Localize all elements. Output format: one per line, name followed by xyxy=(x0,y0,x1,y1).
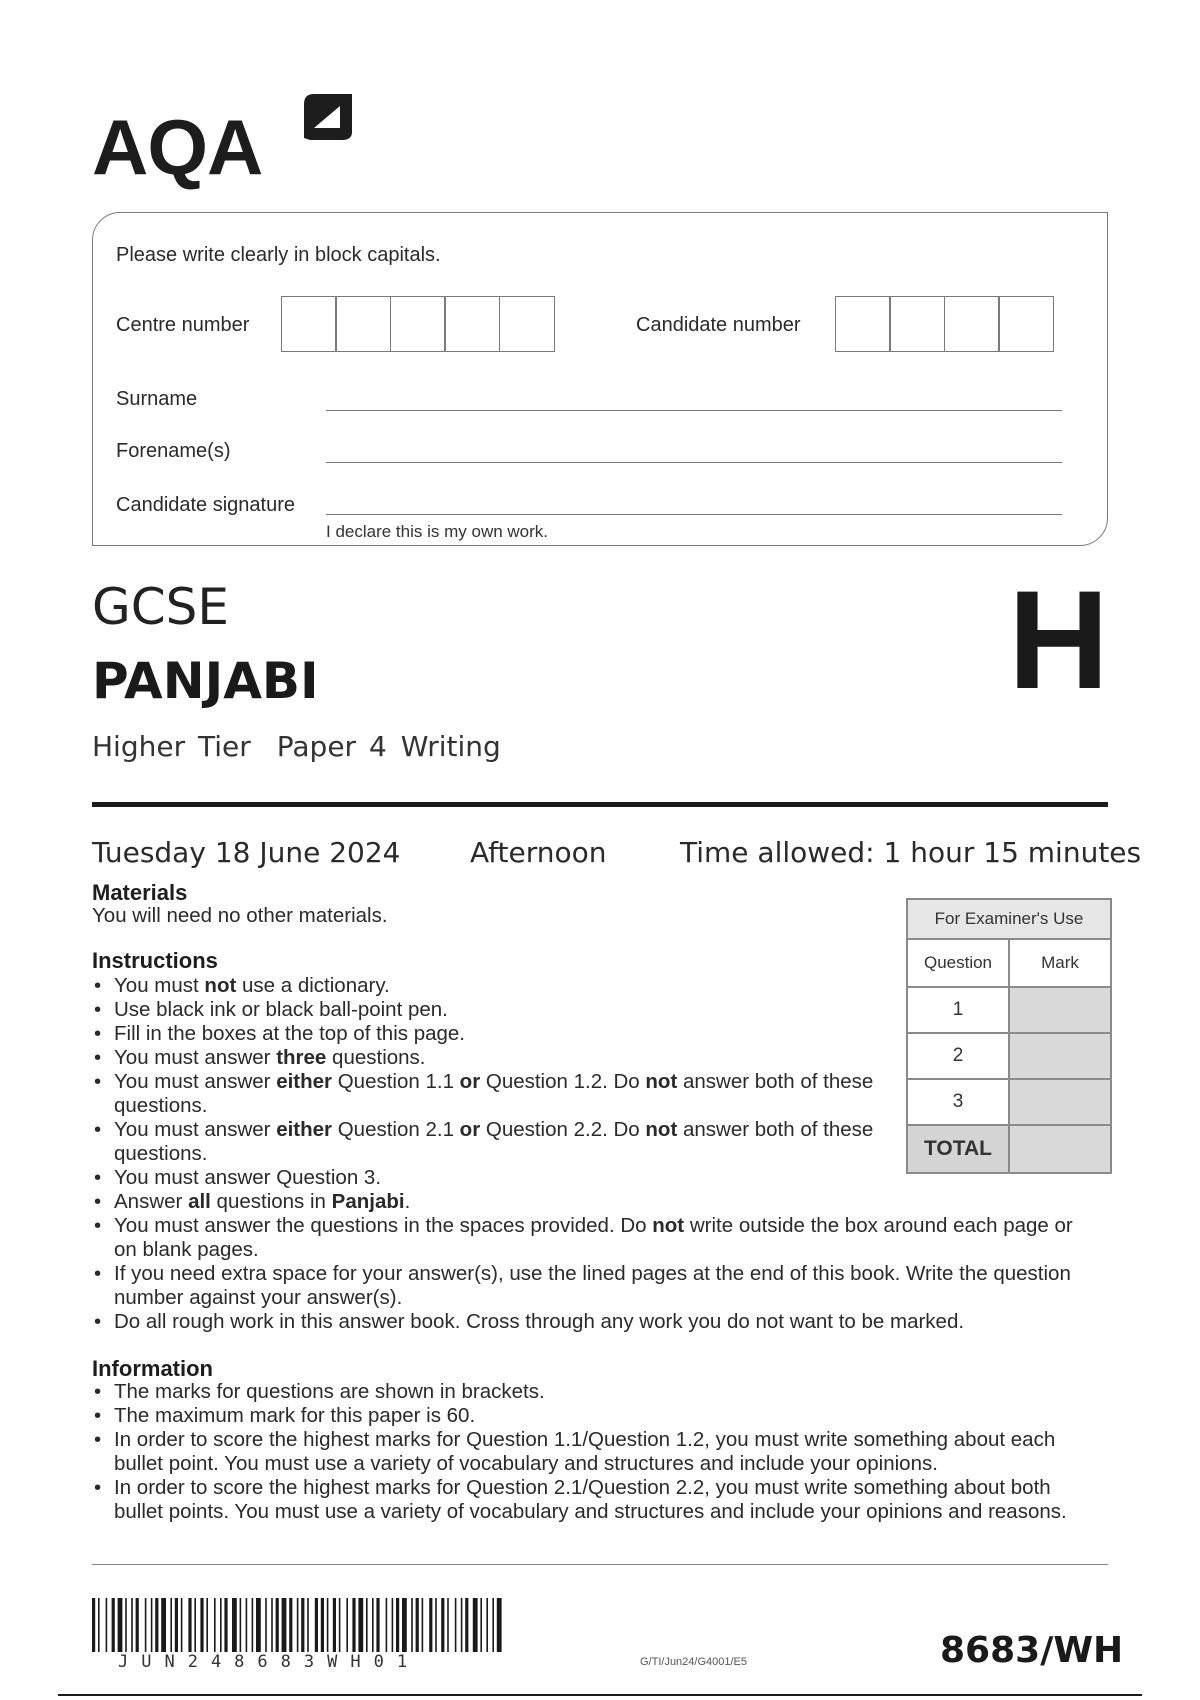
barcode-bar xyxy=(98,1598,100,1652)
aqa-logo: AQA xyxy=(92,103,263,191)
barcode-bar xyxy=(492,1598,494,1652)
exam-session: Afternoon xyxy=(470,836,607,869)
tier-text: Higher Tier xyxy=(92,730,251,763)
total-mark-cell[interactable] xyxy=(1009,1125,1111,1173)
surname-field[interactable] xyxy=(326,410,1062,411)
barcode-bar xyxy=(392,1598,394,1652)
barcode-bar xyxy=(194,1598,196,1652)
mark-cell[interactable] xyxy=(1009,987,1111,1033)
barcode-bar xyxy=(301,1598,304,1652)
barcode-bar xyxy=(106,1598,108,1652)
barcode-bar xyxy=(175,1598,178,1652)
barcode-bar xyxy=(429,1598,432,1652)
barcode-bar xyxy=(265,1598,267,1652)
barcode-bar xyxy=(321,1598,324,1652)
time-allowed: Time allowed: 1 hour 15 minutes xyxy=(680,836,1142,869)
page-bottom-rule xyxy=(58,1694,1142,1696)
footer-divider xyxy=(92,1564,1108,1565)
instructions-heading: Instructions xyxy=(92,948,218,973)
barcode-bar xyxy=(396,1598,399,1652)
barcode-bar xyxy=(232,1598,237,1652)
list-item: • Answer all questions in Panjabi. xyxy=(92,1190,1082,1214)
examiners-use-table xyxy=(906,898,1112,1174)
candidate-digit-box[interactable] xyxy=(998,296,1054,352)
barcode-bar xyxy=(112,1598,115,1652)
barcode-icon xyxy=(92,1598,502,1652)
list-item: • The marks for questions are shown in brackets. xyxy=(92,1380,1092,1404)
barcode-bar xyxy=(282,1598,287,1652)
barcode-bar xyxy=(161,1598,166,1652)
barcode-bar xyxy=(366,1598,368,1652)
list-item: • You must answer three questions. xyxy=(92,1046,1082,1070)
barcode-bar xyxy=(486,1598,488,1652)
candidate-digit-box[interactable] xyxy=(889,296,945,352)
question-number: 1 xyxy=(907,987,1009,1033)
barcode-bar xyxy=(480,1598,482,1652)
table-row xyxy=(907,1033,1111,1079)
barcode-bar xyxy=(416,1598,419,1652)
signature-label: Candidate signature xyxy=(116,494,296,516)
barcode-bar xyxy=(224,1598,227,1652)
examiners-use-title: For Examiner's Use xyxy=(907,899,1111,939)
materials-heading: Materials xyxy=(92,880,188,905)
list-item: • The maximum mark for this paper is 60. xyxy=(92,1404,1092,1428)
barcode-bar xyxy=(333,1598,336,1652)
total-label: TOTAL xyxy=(907,1125,1009,1173)
barcode-bar xyxy=(307,1598,309,1652)
candidate-number-label: Candidate number xyxy=(636,314,801,336)
barcode-bar xyxy=(125,1598,127,1652)
paper-subtitle xyxy=(92,730,527,763)
list-item: • In order to score the highest marks for Question 1.1/Question 1.2, you must write something about each bullet point. You must use a variety of vocabulary and structures and include your opinions. xyxy=(92,1428,1092,1476)
block-capitals-note: Please write clearly in block capitals. xyxy=(116,244,441,266)
barcode-bar xyxy=(473,1598,478,1652)
candidate-digit-box[interactable] xyxy=(944,296,1000,352)
centre-digit-box[interactable] xyxy=(444,296,500,352)
barcode-bar xyxy=(220,1598,222,1652)
list-item: • Fill in the boxes at the top of this page. xyxy=(92,1022,1082,1046)
list-item: • If you need extra space for your answer(s), use the lined pages at the end of this book. Write the question number against your answer(s). xyxy=(92,1262,1082,1310)
barcode-bar xyxy=(271,1598,273,1652)
paper-component: Writing xyxy=(400,730,501,763)
barcode-bar xyxy=(246,1598,248,1652)
barcode-bar xyxy=(206,1598,208,1652)
list-item: • Use black ink or black ball-point pen. xyxy=(92,998,1082,1022)
barcode-bar xyxy=(200,1598,203,1652)
barcode-bar xyxy=(386,1598,388,1652)
barcode-bar xyxy=(181,1598,183,1652)
mark-cell[interactable] xyxy=(1009,1079,1111,1125)
tier-letter: H xyxy=(1008,561,1110,718)
barcode-bar xyxy=(497,1598,502,1652)
centre-number-field[interactable] xyxy=(282,296,555,352)
list-item: • Do all rough work in this answer book. Cross through any work you do not want to be marked. xyxy=(92,1310,1082,1334)
barcode-bar xyxy=(465,1598,468,1652)
barcode-bar xyxy=(145,1598,147,1652)
aqa-flag-icon xyxy=(300,88,356,144)
table-row xyxy=(907,987,1111,1033)
centre-digit-box[interactable] xyxy=(335,296,391,352)
barcode-bar xyxy=(188,1598,191,1652)
exam-date: Tuesday 18 June 2024 xyxy=(92,836,401,869)
mark-cell[interactable] xyxy=(1009,1033,1111,1079)
barcode-bar xyxy=(92,1598,95,1652)
barcode-bar xyxy=(346,1598,348,1652)
barcode-number: JUN248683WH01 xyxy=(118,1652,421,1672)
barcode-bar xyxy=(455,1598,457,1652)
paper-code: 8683/WH xyxy=(940,1630,1124,1671)
divider xyxy=(92,802,1108,807)
barcode-bar xyxy=(155,1598,158,1652)
question-number: 2 xyxy=(907,1033,1009,1079)
barcode-bar xyxy=(240,1598,242,1652)
barcode-bar xyxy=(151,1598,153,1652)
qualification-title: GCSE xyxy=(92,578,229,636)
barcode-bar xyxy=(256,1598,261,1652)
declaration-text: I declare this is my own work. xyxy=(326,522,549,541)
barcode-bar xyxy=(136,1598,139,1652)
barcode-bar xyxy=(252,1598,254,1652)
barcode-bar xyxy=(422,1598,424,1652)
centre-digit-box[interactable] xyxy=(499,296,555,352)
information-heading: Information xyxy=(92,1356,213,1381)
barcode-bar xyxy=(376,1598,379,1652)
centre-digit-box[interactable] xyxy=(281,296,337,352)
mark-column-header: Mark xyxy=(1009,939,1111,987)
barcode-bar xyxy=(339,1598,341,1652)
barcode-bar xyxy=(461,1598,463,1652)
list-item: • You must answer either Question 1.1 or Question 1.2. Do not answer both of these questions. xyxy=(92,1070,884,1118)
barcode-bar xyxy=(315,1598,318,1652)
list-item: • You must answer Question 3. xyxy=(92,1166,1082,1190)
barcode-bar xyxy=(372,1598,374,1652)
barcode-bar xyxy=(447,1598,449,1652)
list-item: • You must answer the questions in the spaces provided. Do not write outside the box around each page or on blank pages. xyxy=(92,1214,1082,1262)
information-list xyxy=(92,1380,1092,1524)
candidate-digit-box[interactable] xyxy=(835,296,891,352)
barcode-bar xyxy=(118,1598,123,1652)
barcode-bar xyxy=(358,1598,363,1652)
barcode-bar xyxy=(214,1598,216,1652)
table-row xyxy=(907,1125,1111,1173)
barcode-bar xyxy=(170,1598,172,1652)
materials-text: You will need no other materials. xyxy=(92,904,388,927)
paper-number: Paper 4 xyxy=(276,730,387,763)
barcode-bar xyxy=(276,1598,279,1652)
forename-field[interactable] xyxy=(326,462,1062,463)
barcode-bar xyxy=(297,1598,299,1652)
barcode-bar xyxy=(131,1598,133,1652)
barcode-bar xyxy=(352,1598,355,1652)
barcode-bar xyxy=(402,1598,407,1652)
forename-label: Forename(s) xyxy=(116,440,231,462)
list-item: • In order to score the highest marks for Question 2.1/Question 2.2, you must write something about both bullet points. You must use a variety of vocabulary and structures and include your opinions and reasons. xyxy=(92,1476,1092,1524)
surname-label: Surname xyxy=(116,388,198,410)
centre-number-label: Centre number xyxy=(116,314,250,336)
barcode-bar xyxy=(289,1598,292,1652)
barcode-bar xyxy=(441,1598,444,1652)
document-reference: G/TI/Jun24/G4001/E5 xyxy=(640,1656,748,1668)
question-column-header: Question xyxy=(907,939,1009,987)
barcode-bar xyxy=(327,1598,329,1652)
subject-title: PANJABI xyxy=(92,652,319,710)
question-number: 3 xyxy=(907,1079,1009,1125)
barcode-bar xyxy=(411,1598,413,1652)
barcode-bar xyxy=(435,1598,437,1652)
list-item: • You must answer either Question 2.1 or Question 2.2. Do not answer both of these questions. xyxy=(92,1118,884,1166)
centre-digit-box[interactable] xyxy=(390,296,446,352)
signature-field[interactable] xyxy=(326,514,1062,515)
candidate-number-field[interactable] xyxy=(836,296,1054,352)
table-row xyxy=(907,1079,1111,1125)
list-item: • You must not use a dictionary. xyxy=(92,974,1082,998)
